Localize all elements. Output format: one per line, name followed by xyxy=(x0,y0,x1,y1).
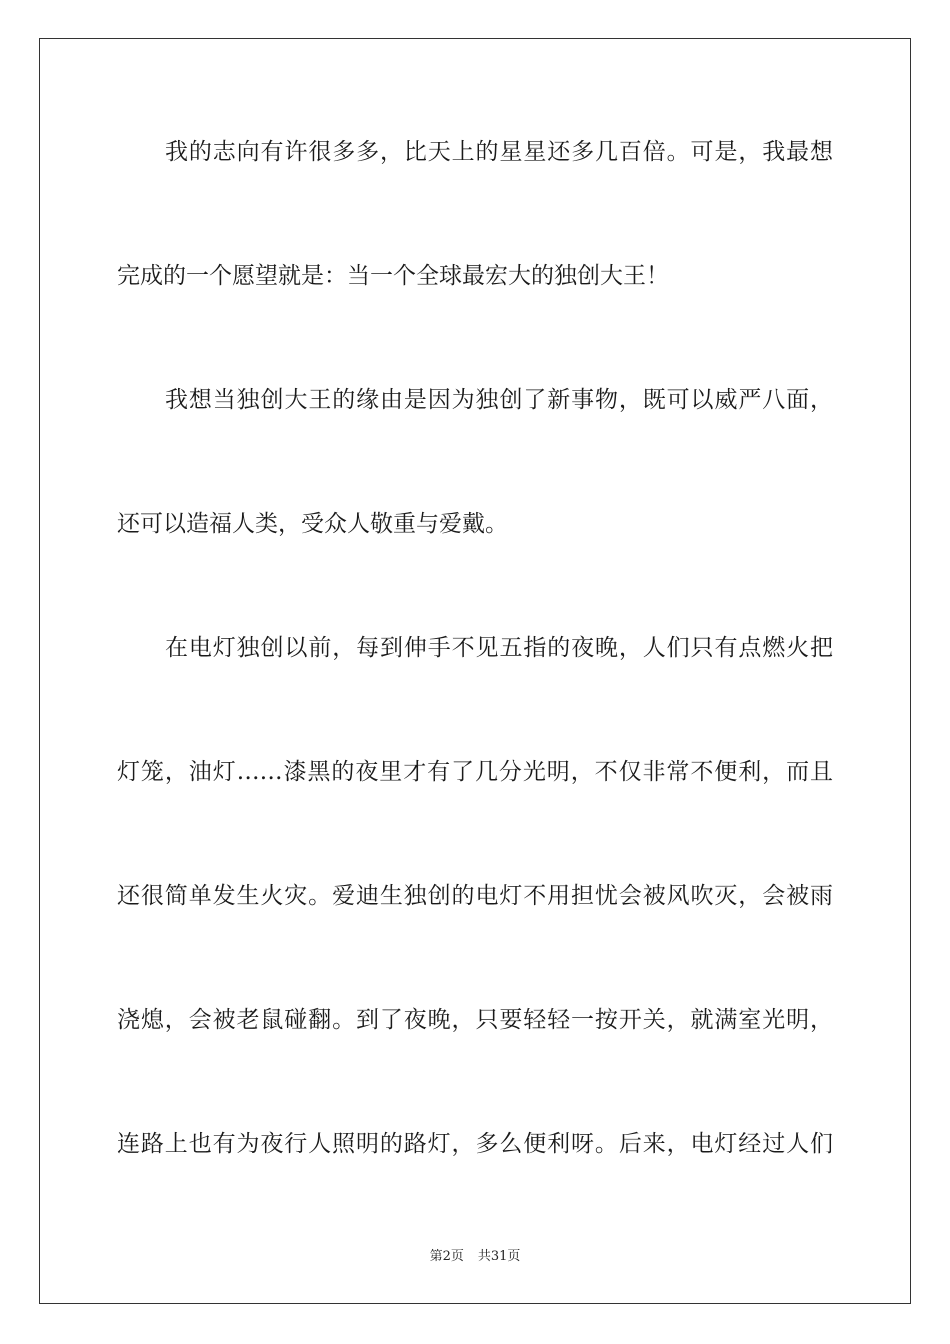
page-frame xyxy=(39,38,911,1304)
paragraph-2-line-2: 还可以造福人类，受众人敬重与爱戴。 xyxy=(117,511,508,537)
paragraph-3-line-2: 灯笼，油灯……漆黑的夜里才有了几分光明，不仅非常不便利，而且 xyxy=(117,759,833,785)
page-footer xyxy=(0,1248,950,1266)
page-number-total: 共31页 xyxy=(477,1249,521,1264)
paragraph-3-line-3: 还很简单发生火灾。爱迪生独创的电灯不用担忧会被风吹灭，会被雨 xyxy=(117,883,833,909)
paragraph-2-line-1: 我想当独创大王的缘由是因为独创了新事物，既可以威严八面， xyxy=(165,387,833,413)
paragraph-3-line-1: 在电灯独创以前，每到伸手不见五指的夜晚，人们只有点燃火把 xyxy=(165,635,833,661)
paragraph-3-line-4: 浇熄，会被老鼠碰翻。到了夜晚，只要轻轻一按开关，就满室光明， xyxy=(117,1007,833,1033)
page-number-current: 第2页 xyxy=(429,1249,464,1264)
paragraph-1-line-2: 完成的一个愿望就是：当一个全球最宏大的独创大王！ xyxy=(117,263,669,289)
paragraph-1-line-1: 我的志向有许很多多，比天上的星星还多几百倍。可是，我最想 xyxy=(165,139,833,165)
paragraph-3-line-5: 连路上也有为夜行人照明的路灯，多么便利呀。后来，电灯经过人们 xyxy=(117,1131,833,1157)
